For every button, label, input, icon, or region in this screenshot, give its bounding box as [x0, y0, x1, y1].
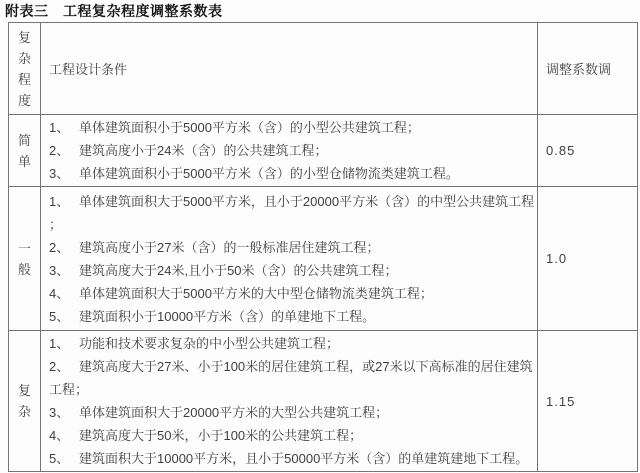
condition-number: 3、: [49, 166, 70, 181]
complexity-level-label: 简单: [17, 132, 31, 169]
complexity-level-cell: [9, 115, 41, 187]
condition-text: 建筑面积大于10000平方米，且小于50000平方米（含）的单建筑建地下工程。: [79, 451, 529, 466]
condition-text: ；: [49, 216, 63, 232]
condition-line: [49, 190, 535, 213]
condition-text: 单体建筑面积大于20000平方米的大型公共建筑工程；: [79, 405, 389, 420]
condition-number: 1、: [49, 193, 70, 209]
condition-text: 建筑高度小于24米（含）的公共建筑工程；: [79, 143, 328, 158]
condition-number: 3、: [49, 405, 70, 420]
condition-text: 建筑高度小于27米（含）的一般标准居住建筑工程；: [79, 239, 380, 255]
condition-text: 单体建筑面积小于5000平方米（含）的小型公共建筑工程；: [79, 120, 420, 135]
complexity-level-label: 一般: [17, 240, 31, 277]
condition-number: 5、: [49, 308, 70, 324]
complexity-coefficient-table: [8, 22, 638, 472]
condition-text: 功能和技术要求复杂的中小型公共建筑工程；: [79, 336, 340, 351]
condition-line: [49, 355, 531, 378]
design-conditions-cell: [41, 115, 538, 187]
condition-number: 4、: [49, 285, 70, 301]
condition-number: 2、: [49, 143, 70, 158]
table-body: [9, 115, 638, 472]
complexity-level-cell: [9, 331, 41, 472]
condition-number: 3、: [49, 262, 70, 278]
condition-line: [49, 282, 531, 305]
condition-text: 建筑面积小于10000平方米（含）的单建地下工程。: [79, 308, 376, 324]
condition-line: [49, 401, 531, 424]
condition-line: [49, 162, 531, 185]
condition-line: [49, 447, 531, 470]
condition-text: 工程；: [49, 382, 89, 397]
complexity-level-label: 复杂: [17, 383, 31, 419]
design-conditions-cell: [41, 187, 538, 331]
condition-line: [49, 139, 531, 162]
condition-text: 建筑高度大于50米，小于100米的公共建筑工程；: [79, 428, 363, 443]
header-complexity: [9, 23, 41, 115]
condition-line: [49, 116, 531, 139]
condition-number: 4、: [49, 428, 70, 443]
condition-text: 单体建筑面积小于5000平方米（含）的小型仓储物流类建筑工程。: [79, 166, 459, 181]
header-adjustment-coefficient: 调整系数调: [538, 23, 638, 115]
complexity-level-cell: [9, 187, 41, 331]
coefficient-value: 1.0: [538, 187, 638, 331]
coefficient-value: 1.15: [538, 331, 638, 472]
condition-number: 1、: [49, 120, 70, 135]
condition-text: 单体建筑面积大于5000平方米的大中型仓储物流类建筑工程；: [79, 285, 433, 301]
condition-line: [49, 424, 531, 447]
condition-line: [49, 332, 531, 355]
table-row: [9, 187, 638, 331]
page-title: 附表三 工程复杂程度调整系数表: [5, 3, 223, 19]
table-row: [9, 331, 638, 472]
design-conditions-cell: [41, 331, 538, 472]
condition-line: [49, 213, 531, 236]
condition-text: 单体建筑面积大于5000平方米，且小于20000平方米（含）的中型公共建筑工程: [79, 193, 535, 209]
condition-text: 建筑高度大于24米,且小于50米（含）的公共建筑工程；: [79, 262, 398, 278]
coefficient-value: 0.85: [538, 115, 638, 187]
condition-number: 2、: [49, 239, 70, 255]
header-design-conditions: 工程设计条件: [41, 23, 538, 115]
condition-text: 建筑高度大于27米、小于100米的居住建筑工程，或27米以下高标准的居住建筑: [79, 359, 533, 374]
condition-line: [49, 236, 531, 259]
condition-line: [49, 378, 531, 401]
condition-number: 1、: [49, 336, 70, 351]
header-complexity-label: 复杂程度: [17, 29, 31, 108]
condition-line: [49, 305, 531, 328]
condition-number: 2、: [49, 359, 70, 374]
table-row: [9, 115, 638, 187]
condition-number: 5、: [49, 451, 70, 466]
table-header-row: [9, 23, 638, 115]
condition-line: [49, 259, 531, 282]
